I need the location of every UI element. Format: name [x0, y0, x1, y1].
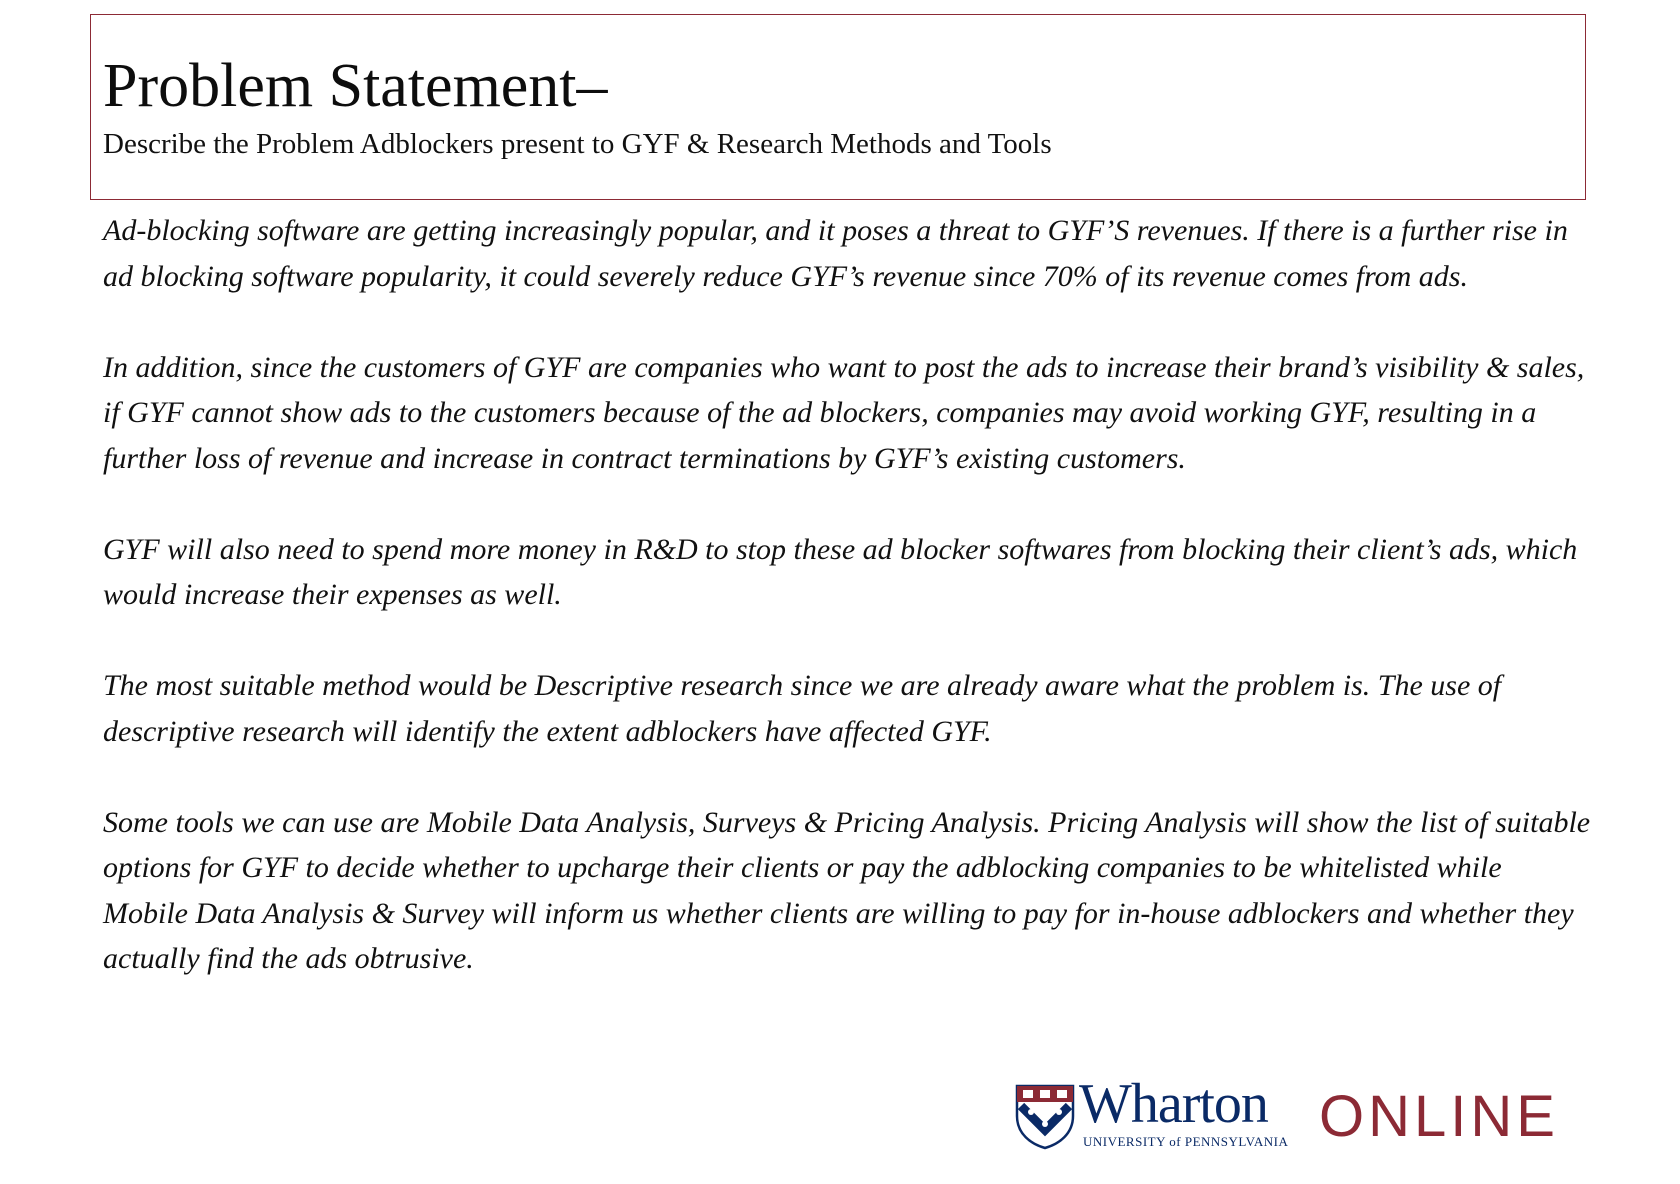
paragraph-rnd-expenses: GYF will also need to spend more money in R&D to stop these ad blocker softwares from blocking their client’s ads, which would increase their expenses as well. — [103, 532, 1578, 611]
online-wordmark: ONLINE — [1319, 1084, 1559, 1149]
page-title: Problem Statement– — [103, 52, 608, 120]
wharton-wordmark: Wharton — [1079, 1073, 1268, 1135]
university-subtitle: UNIVERSITY of PENNSYLVANIA — [1083, 1134, 1289, 1149]
title-box — [90, 14, 1586, 200]
penn-shield-icon — [1015, 1084, 1075, 1150]
wharton-online-logo — [1015, 1073, 1575, 1152]
paragraph-research-tools: Some tools we can use are Mobile Data Analysis, Surveys & Pricing Analysis. Pricing Analysis will show the list of suitable options for GYF to decide whether to upcharge their clients or pay the adblocking companies to be whitelisted while Mobile Data Analysis & Survey will inform us whether clients are willing to pay for in-house adblockers and whether they actually find the ads obtrusive. — [103, 805, 1591, 975]
page-subtitle: Describe the Problem Adblockers present to GYF & Research Methods and Tools — [103, 128, 1052, 160]
paragraph-customer-impact: In addition, since the customers of GYF are companies who want to post the ads to increase their brand’s visibility & sales, if GYF cannot show ads to the customers because of the ad blockers, companies may avoid working GYF, resulting in a further loss of revenue and increase in contract terminations by GYF’s existing customers. — [103, 350, 1585, 475]
problem-statement-body — [103, 208, 1593, 1027]
paragraph-adblocking-threat: Ad-blocking software are getting increasingly popular, and it poses a threat to GYF’S revenues. If there is a further rise in ad blocking software popularity, it could severely reduce GYF’s revenue since 70% of its revenue comes from ads. — [103, 214, 1568, 293]
paragraph-research-method: The most suitable method would be Descriptive research since we are already aware what the problem is. The use of descriptive research will identify the extent adblockers have affected GYF. — [103, 669, 1502, 748]
